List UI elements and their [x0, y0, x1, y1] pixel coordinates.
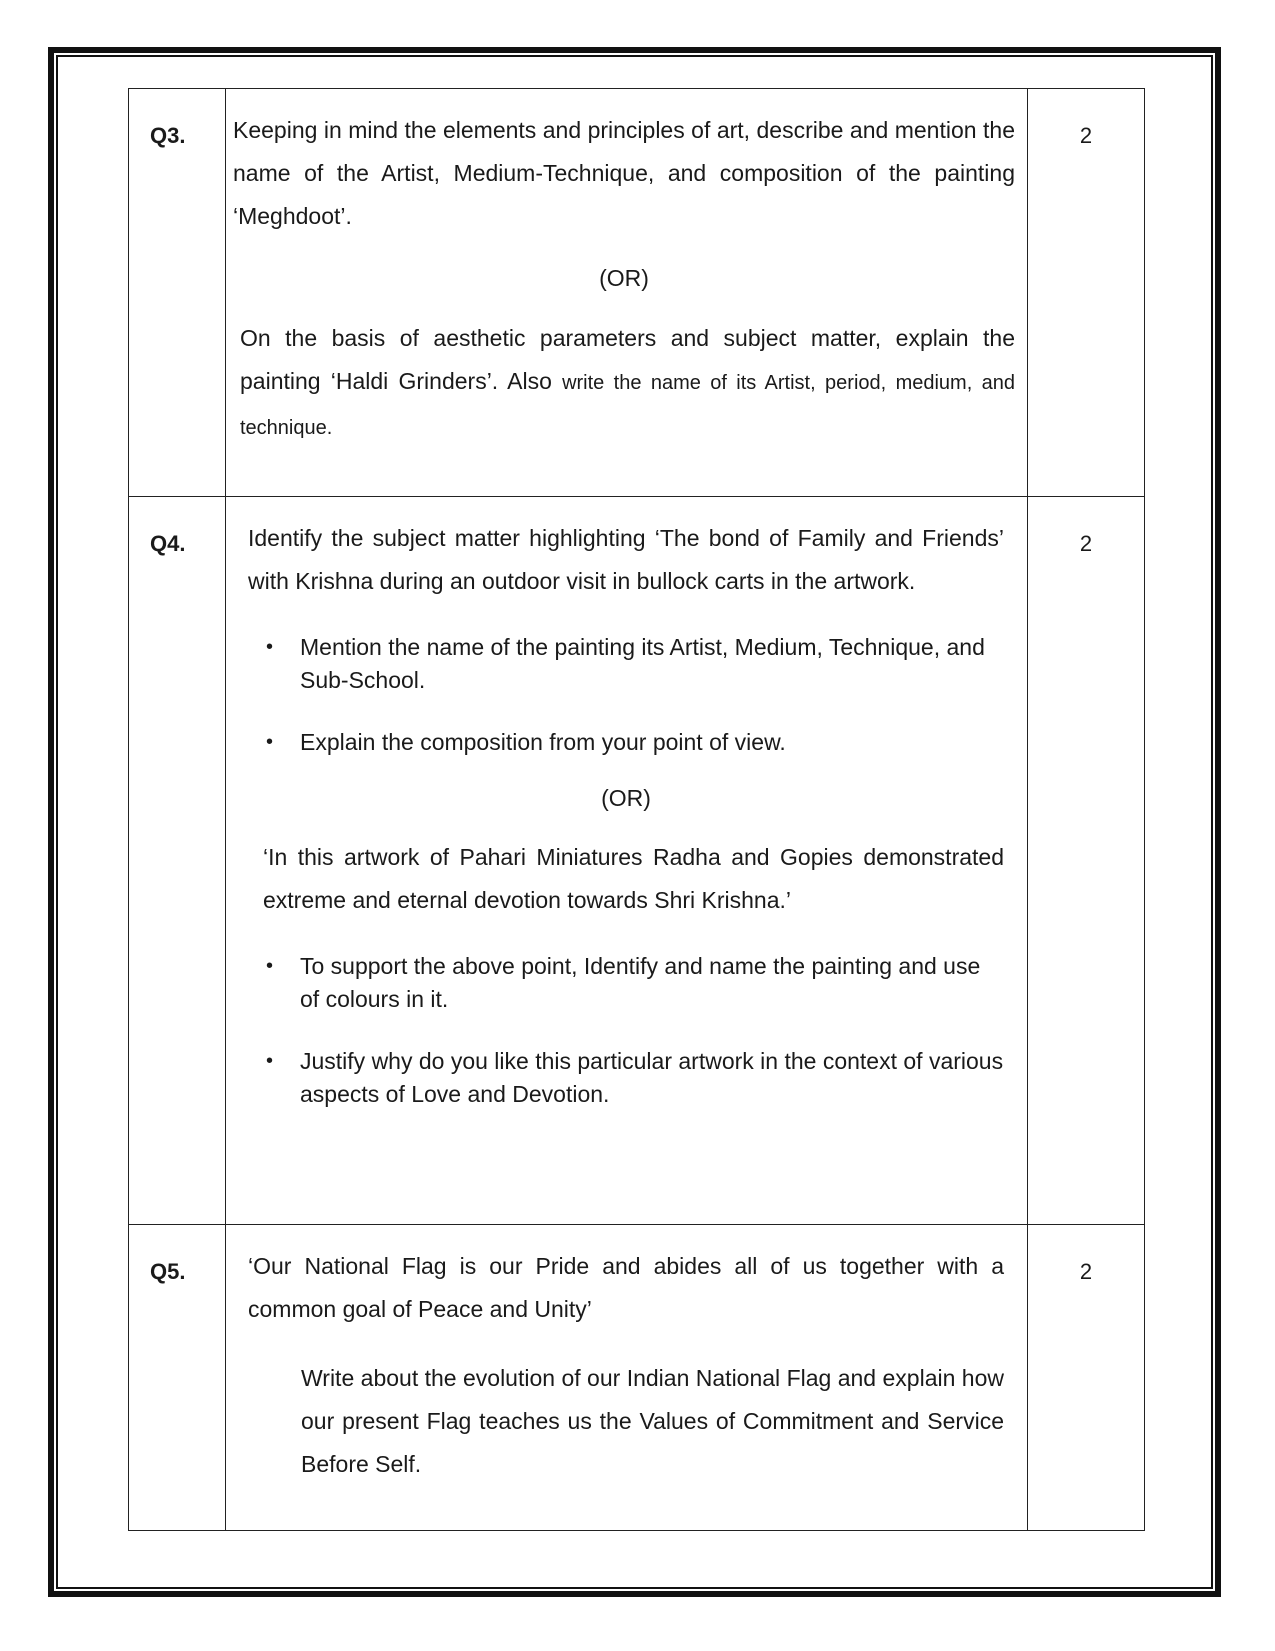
- question-text: ‘Our National Flag is our Pride and abides all of us together with a common goal of Peace and Unity’: [248, 1253, 1004, 1322]
- question-marks: 2: [1028, 497, 1145, 1225]
- question-instruction: Write about the evolution of our Indian National Flag and explain how our present Flag teaches us the Values of Commitment and Service Before Self.: [301, 1365, 1004, 1477]
- or-separator: (OR): [601, 785, 651, 811]
- question-body: [226, 497, 1028, 1225]
- question-row-q4: [129, 497, 1145, 1225]
- bullet-glyph: •: [266, 636, 274, 658]
- list-item-text: Mention the name of the painting its Artist, Medium, Technique, and Sub-School.: [300, 634, 985, 693]
- list-item: [248, 950, 1004, 1016]
- question-table: [128, 88, 1145, 1531]
- alternative-question-text: [233, 317, 1015, 450]
- bullet-list: [248, 631, 1004, 759]
- list-item: [248, 726, 1004, 759]
- or-separator: (OR): [599, 265, 649, 291]
- question-number: Q4.: [129, 497, 226, 1225]
- question-number: Q3.: [129, 89, 226, 497]
- bullet-glyph: •: [266, 1050, 274, 1072]
- bullet-glyph: •: [266, 731, 274, 753]
- question-row-q5: [129, 1225, 1145, 1531]
- bullet-glyph: •: [266, 955, 274, 977]
- question-text: Identify the subject matter highlighting ‘The bond of Family and Friends’ with Krishna during an outdoor visit in bullock carts in the artwork.: [248, 525, 1004, 594]
- alternative-question-main: On the basis of aesthetic parameters and subject matter, explain the painting ‘Haldi Grinders’. Also: [240, 325, 1015, 394]
- question-number: Q5.: [129, 1225, 226, 1531]
- question-row-q3: [129, 89, 1145, 497]
- question-body: [226, 1225, 1028, 1531]
- alternative-question-small: write the name of its Artist, period, medium, and technique.: [240, 372, 1015, 439]
- list-item: [248, 1045, 1004, 1111]
- question-marks: 2: [1028, 1225, 1145, 1531]
- list-item: [248, 631, 1004, 697]
- question-text: Keeping in mind the elements and principles of art, describe and mention the name of the Artist, Medium-Technique, and composition of the painting ‘Meghdoot’.: [233, 117, 1015, 229]
- alternative-question-text: ‘In this artwork of Pahari Miniatures Radha and Gopies demonstrated extreme and eternal devotion towards Shri Krishna.’: [263, 844, 1004, 913]
- list-item-text: Justify why do you like this particular artwork in the context of various aspects of Love and Devotion.: [300, 1048, 1004, 1107]
- list-item-text: Explain the composition from your point of view.: [300, 729, 786, 755]
- question-marks: 2: [1028, 89, 1145, 497]
- question-body: [226, 89, 1028, 497]
- list-item-text: To support the above point, Identify and name the painting and use of colours in it.: [300, 953, 981, 1012]
- bullet-list: [248, 950, 1004, 1111]
